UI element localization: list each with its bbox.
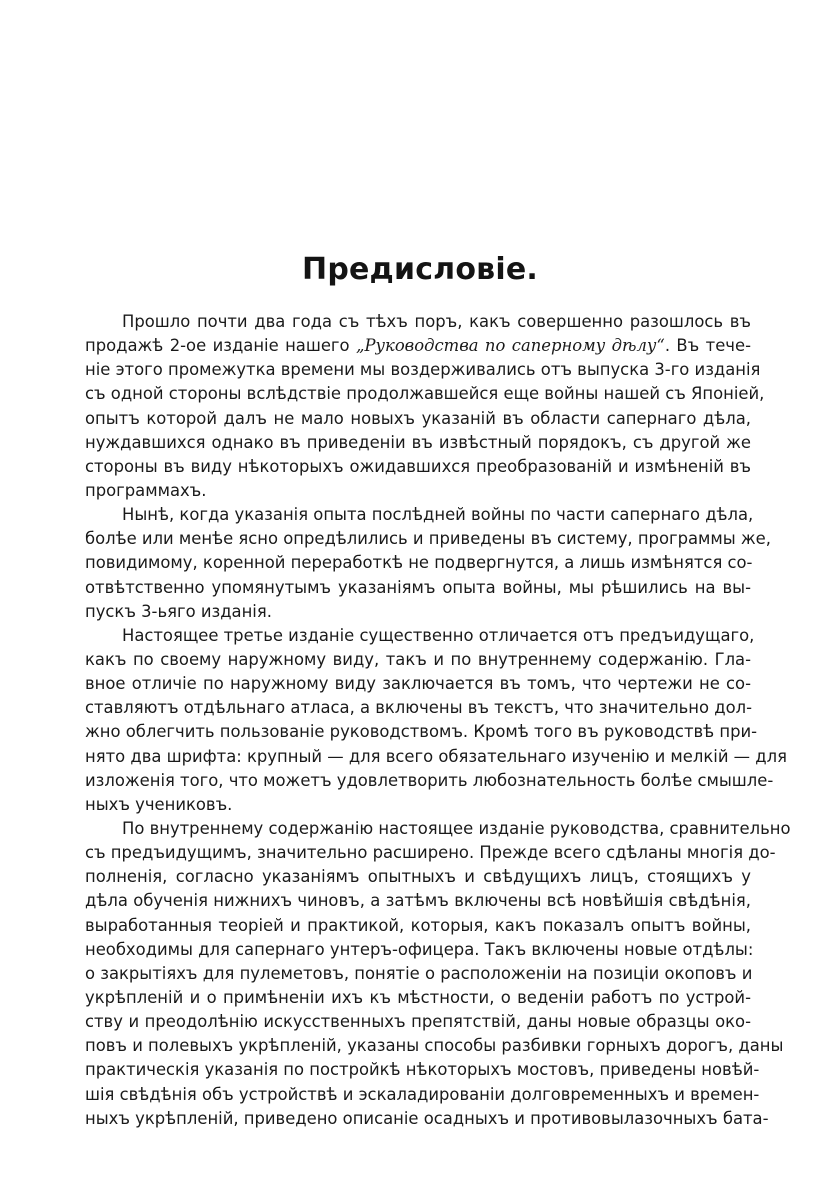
text-line: нуждавшихся однако въ приведеніи въ извѣстный порядокъ, съ другой же [85, 432, 751, 452]
text-line: вное отличіе по наружному виду заключается въ томъ, что чертежи не со- [85, 674, 751, 694]
text-line: программахъ. [85, 480, 207, 500]
text-line: нято два шрифта: крупный — для всего обязательнаго изученію и мелкій — для [85, 746, 787, 766]
text-line: укрѣпленій и о примѣненіи ихъ къ мѣстности, о веденіи работъ по устрой- [85, 987, 751, 1007]
text-line: изложенія того, что можетъ удовлетворить любознательность болѣе смышле- [85, 770, 774, 790]
text-line: шія свѣдѣнія объ устройствѣ и эскаладированіи долговременныхъ и времен- [85, 1084, 760, 1104]
text-line: ныхъ укрѣпленій, приведено описаніе осадныхъ и противовылазочныхъ бата- [85, 1108, 769, 1128]
text-line: ніе этого промежутка времени мы воздерживались отъ выпуска 3-го изданія [85, 360, 761, 380]
text-line: ныхъ учениковъ. [85, 794, 233, 814]
text-line-segment: продажѣ 2-ое изданіе нашего [85, 336, 356, 356]
text-line: полненія, согласно указаніямъ опытныхъ и свѣдущихъ лицъ, стоящихъ у [85, 867, 751, 887]
text-line: повидимому, коренной переработкѣ не подвергнутся, а лишь измѣнятся со- [85, 553, 753, 573]
text-line: съ предъидущимъ, значительно расширено. Прежде всего сдѣланы многія до- [85, 843, 776, 863]
text-line: По внутреннему содержанію настоящее изданіе руководства, сравнительно [122, 818, 791, 838]
text-line: стороны въ виду нѣкоторыхъ ожидавшихся преобразованій и измѣненій въ [85, 456, 751, 476]
text-line: повъ и полевыхъ укрѣпленій, указаны способы разбивки горныхъ дорогъ, даны [85, 1036, 784, 1056]
text-line: Настоящее третье изданіе существенно отличается отъ предъидущаго, [122, 625, 755, 645]
text-line: ставляютъ отдѣльнаго атласа, а включены въ текстъ, что значительно дол- [85, 698, 753, 718]
text-line: выработанныя теоріей и практикой, которыя, какъ показалъ опытъ войны, [85, 915, 751, 935]
text-line: отвѣтственно упомянутымъ указаніямъ опыта войны, мы рѣшились на вы- [85, 577, 751, 597]
text-line: болѣе или менѣе ясно опредѣлились и приведены въ систему, программы же, [85, 529, 771, 549]
text-line: практическія указанія по постройкѣ нѣкоторыхъ мостовъ, приведены новѣй- [85, 1060, 760, 1080]
book-title-italic: „Руководства по саперному дѣлу“ [356, 336, 665, 356]
text-line: опытъ которой далъ не мало новыхъ указаній въ области сапернаго дѣла, [85, 408, 751, 428]
text-line: какъ по своему наружному виду, такъ и по внутреннему содержанію. Гла- [85, 649, 751, 669]
text-line: Нынѣ, когда указанія опыта послѣдней войны по части сапернаго дѣла, [122, 505, 754, 525]
text-line: пускъ 3-ьяго изданія. [85, 601, 272, 621]
text-line-segment: . Въ тече- [664, 336, 751, 356]
body-text [85, 310, 791, 1131]
text-line: жно облегчить пользованіе руководствомъ. Кромѣ того въ руководствѣ при- [85, 722, 758, 742]
text-line: Прошло почти два года съ тѣхъ поръ, какъ совершенно разошлось въ [122, 312, 751, 331]
text-line: необходимы для сапернаго унтеръ-офицера. Такъ включены новые отдѣлы: [85, 939, 754, 959]
page-title: Предисловіе. [302, 252, 538, 287]
text-line: о закрытіяхъ для пулеметовъ, понятіе о расположеніи на позиціи окоповъ и [85, 963, 753, 983]
text-line [85, 334, 751, 358]
text-line: дѣла обученія нижнихъ чиновъ, а затѣмъ включены всѣ новѣйшія свѣдѣнія, [85, 891, 751, 911]
text-line: съ одной стороны вслѣдствіе продолжавшейся еще войны нашей съ Японіей, [85, 384, 765, 404]
text-line: ству и преодолѣнію искусственныхъ препятствій, даны новые образцы око- [85, 1012, 751, 1032]
